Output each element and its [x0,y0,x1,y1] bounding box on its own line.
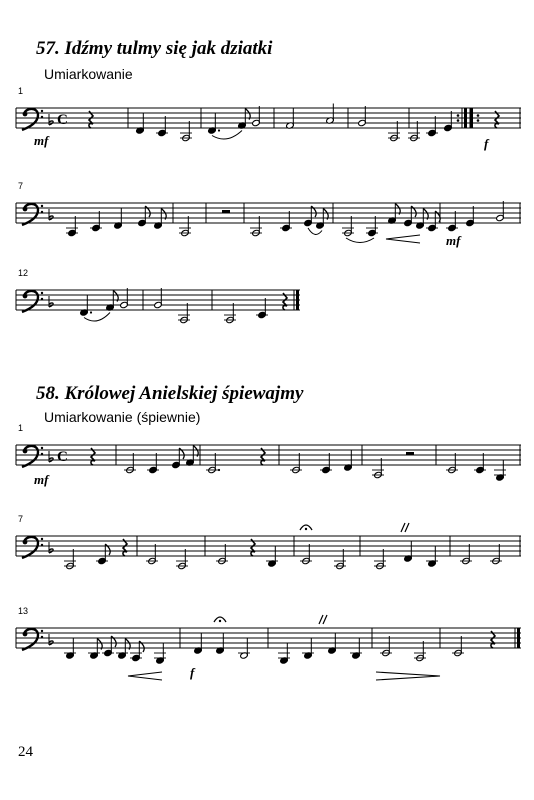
music-staff-system [0,435,534,485]
measure-number: 13 [18,606,29,616]
repeat-barline [464,108,467,128]
decrescendo-hairpin [376,672,440,680]
caesura [401,523,405,532]
dynamic-marking: mf [446,233,461,248]
quarter-rest [283,293,287,310]
final-barline [296,290,299,310]
repeat-barline [470,108,473,128]
dynamic-marking: mf [34,472,49,487]
repeat-dot [477,114,480,117]
slur [212,131,242,140]
page-number: 24 [18,744,33,760]
measure-number: 7 [18,181,24,191]
time-signature: C [57,449,68,465]
augmentation-dot [90,311,92,313]
bass-clef [23,449,28,454]
time-signature: C [57,112,68,128]
tempo-marking-58: Umiarkowanie (śpiewnie) [44,409,201,425]
song-title-57: 57. Idźmy tulmy się jak dziatki [36,38,273,59]
bass-clef [41,538,43,540]
bass-clef [23,294,28,299]
music-staff-system [0,98,534,148]
measure-number: 12 [18,268,29,278]
bass-clef [41,636,43,638]
bass-clef [41,211,43,213]
bass-clef [41,298,43,300]
bass-clef [41,205,43,207]
quarter-rest [91,448,95,465]
caesura [323,615,327,624]
quarter-rest [261,448,265,465]
crescendo-hairpin [386,235,420,243]
half-rest [222,210,230,213]
bass-clef [41,110,43,112]
bass-clef [23,540,28,545]
music-staff-system [0,526,534,576]
dynamic-marking: mf [34,133,49,148]
song-title-58: 58. Królowej Anielskiej śpiewajmy [36,383,304,404]
quarter-rest [89,111,93,128]
bass-clef [41,544,43,546]
bass-clef [23,207,28,212]
bass-clef [41,292,43,294]
bass-clef [41,453,43,455]
bass-clef [41,630,43,632]
caesura [319,615,323,624]
slur [308,228,322,234]
bass-clef [23,632,28,637]
repeat-dot [477,119,480,122]
measure-number: 7 [18,514,24,524]
tempo-marking-57: Umiarkowanie [44,66,133,82]
fermata [219,620,221,622]
final-barline [517,628,520,648]
dynamic-marking: f [484,136,489,151]
slur [84,313,110,322]
crescendo-hairpin [128,672,162,680]
slur [346,238,374,243]
quarter-rest [123,539,127,556]
bass-clef [41,447,43,449]
caesura [405,523,409,532]
fermata [305,528,307,530]
quarter-rest [495,111,499,128]
dynamic-marking: f [190,665,195,680]
half-rest [406,452,414,455]
measure-number: 1 [18,86,24,96]
music-staff-system [0,618,534,668]
measure-number: 1 [18,423,24,433]
augmentation-dot [218,469,220,471]
repeat-dot [457,119,460,122]
music-staff-system [0,280,534,330]
quarter-rest [251,539,255,556]
repeat-dot [457,114,460,117]
augmentation-dot [218,129,220,131]
bass-clef [23,112,28,117]
bass-clef [41,116,43,118]
quarter-rest [491,631,495,648]
